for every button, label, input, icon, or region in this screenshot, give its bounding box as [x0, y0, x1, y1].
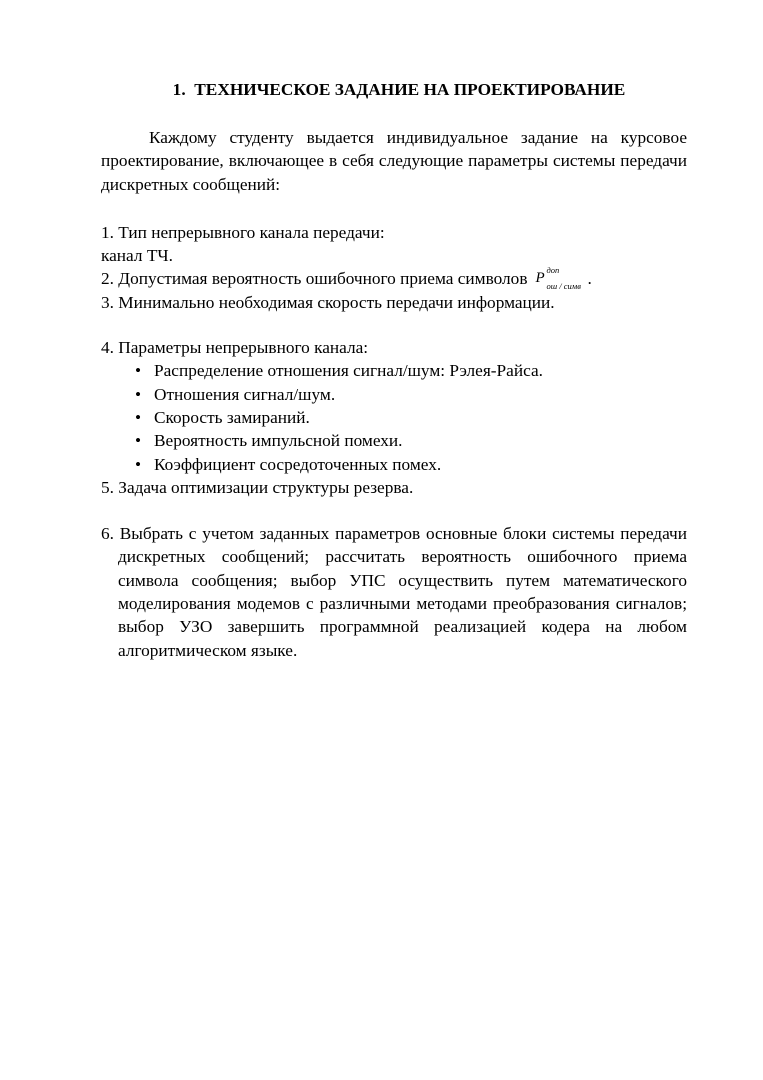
bullet-item	[101, 453, 687, 476]
bullet-text: Коэффициент сосредоточенных помех.	[154, 454, 442, 474]
bullet-icon: •	[135, 407, 142, 427]
bullet-item	[101, 359, 687, 382]
list-item-5: 5. Задача оптимизации структуры резерва.	[101, 477, 414, 497]
page-content	[101, 78, 687, 662]
section-number: 1.	[172, 80, 186, 99]
bullet-item	[101, 383, 687, 406]
list-item-3: 3. Минимально необходимая скорость передачи информации.	[101, 292, 555, 312]
list-item-1: 1. Тип непрерывного канала передачи:	[101, 222, 385, 242]
bullet-text: Вероятность импульсной помехи.	[154, 431, 403, 451]
requirements-group-2	[101, 336, 687, 499]
symbol-superscript: доп	[546, 265, 560, 276]
section-heading	[101, 78, 687, 101]
bullet-icon: •	[135, 384, 142, 404]
list-item-2	[101, 267, 687, 290]
requirements-group-3	[101, 522, 687, 662]
bullet-item	[101, 429, 687, 452]
channel-parameters-list	[101, 359, 687, 475]
list-item-2-text: 2. Допустимая вероятность ошибочного приема символов	[101, 269, 528, 289]
list-item-2-end: .	[587, 269, 592, 289]
symbol-base: P	[535, 270, 545, 287]
bullet-text: Скорость замираний.	[154, 407, 310, 427]
bullet-text: Распределение отношения сигнал/шум: Рэлея-Райса.	[154, 361, 543, 381]
symbol-subscript: ош / симв	[546, 281, 581, 292]
section-title: ТЕХНИЧЕСКОЕ ЗАДАНИЕ НА ПРОЕКТИРОВАНИЕ	[194, 80, 626, 99]
bullet-item	[101, 406, 687, 429]
list-item-4: 4. Параметры непрерывного канала:	[101, 338, 369, 358]
requirements-group-1	[101, 221, 687, 314]
list-item-1-value: канал ТЧ.	[101, 246, 173, 266]
error-probability-symbol	[535, 265, 585, 292]
bullet-text: Отношения сигнал/шум.	[154, 384, 336, 404]
intro-paragraph: Каждому студенту выдается индивидуальное задание на курсовое проектирование, включающее в себя следующие параметры системы передачи дискретных сообщений:	[101, 128, 687, 194]
bullet-icon: •	[135, 361, 142, 381]
bullet-icon: •	[135, 431, 142, 451]
bullet-icon: •	[135, 454, 142, 474]
list-item-6: 6. Выбрать с учетом заданных параметров основные блоки системы передачи дискретных сообщений; рассчитать вероятность ошибочного приема символа сообщения; выбор УПС осуществить путем математического моделирования модемов с различными методами преобразования сигналов; выбор УЗО завершить программной реализацией кодера на любом алгоритмическом языке.	[101, 524, 687, 660]
